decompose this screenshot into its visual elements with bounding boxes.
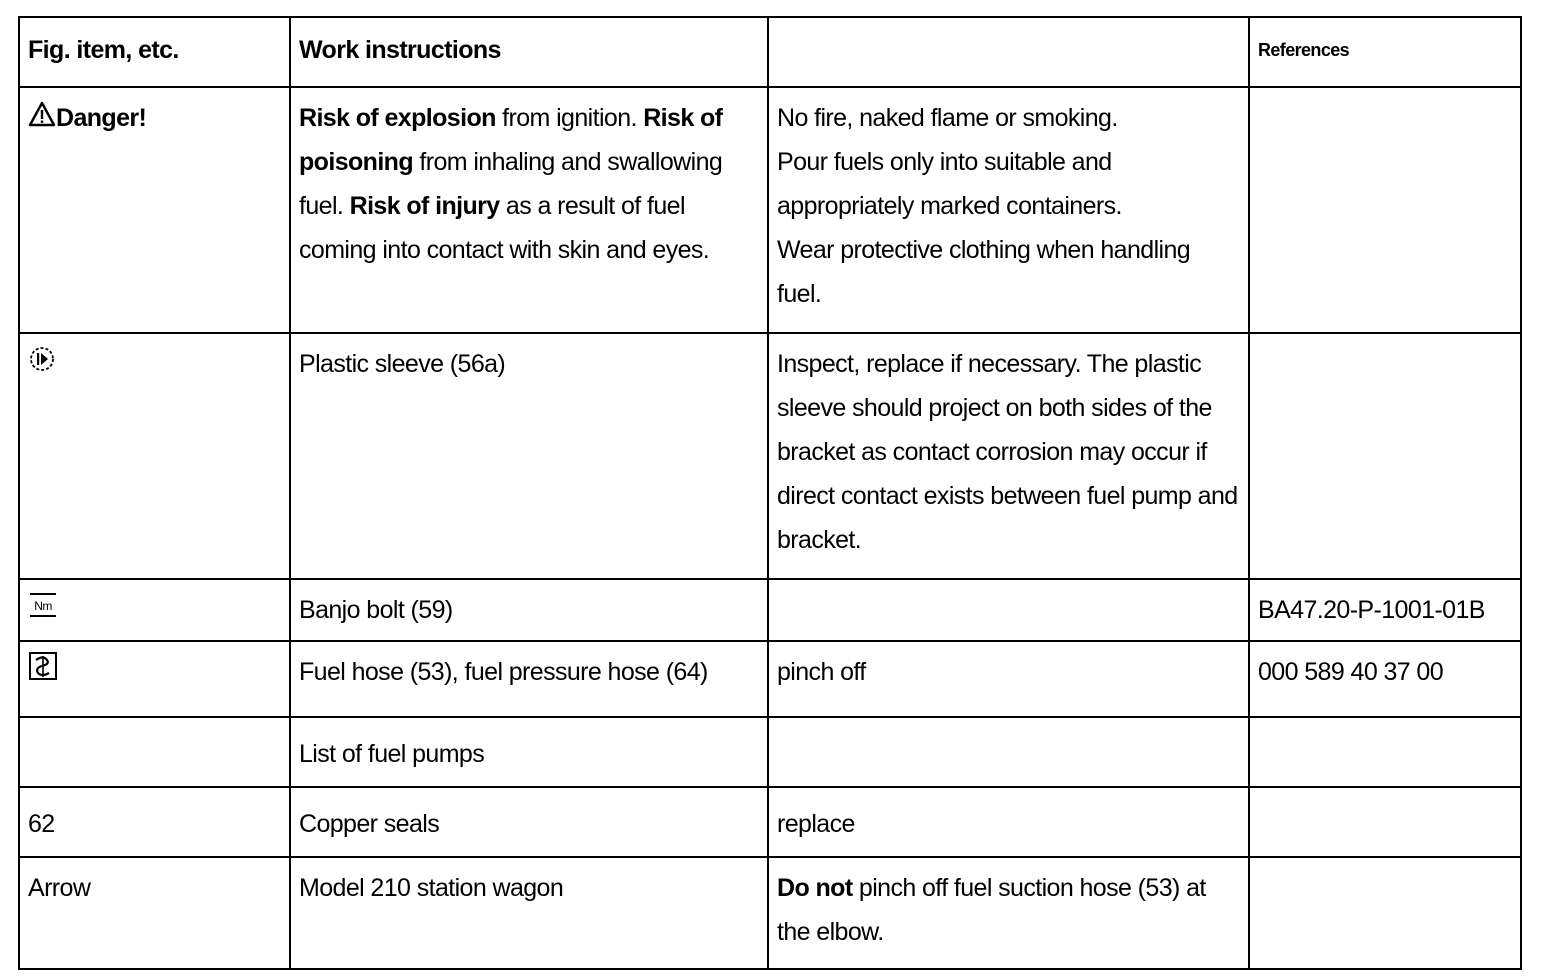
table-row	[19, 579, 1521, 641]
hose-notes-cell: pinch off	[768, 641, 1249, 717]
header-work-instructions: Work instructions	[290, 17, 768, 87]
work-instructions-table	[18, 16, 1522, 970]
arrow-notes-cell	[768, 857, 1249, 969]
torque-nm-icon	[28, 589, 58, 633]
risk-explosion-text: from ignition.	[495, 104, 644, 132]
seals-fig-cell: 62	[19, 787, 290, 857]
list-work-cell: List of fuel pumps	[290, 717, 768, 787]
banjo-work-cell: Banjo bolt (59)	[290, 579, 768, 641]
table-row	[19, 333, 1521, 579]
table-row	[19, 641, 1521, 717]
list-ref-cell	[1249, 717, 1521, 787]
sleeve-fig-cell	[19, 333, 290, 579]
risk-injury-bold: Risk of injury	[349, 192, 500, 220]
list-fig-cell	[19, 717, 290, 787]
hose-ref-cell: 000 589 40 37 00	[1249, 641, 1521, 717]
banjo-notes-cell	[768, 579, 1249, 641]
risk-injury-text: as a result of fuel coming into contact with skin and eyes.	[299, 192, 710, 264]
danger-notes-cell	[768, 87, 1249, 333]
danger-note: Wear protective clothing when handling fuel.	[777, 236, 1191, 308]
list-notes-cell	[768, 717, 1249, 787]
seals-notes-cell: replace	[768, 787, 1249, 857]
sleeve-ref-cell	[1249, 333, 1521, 579]
table-row	[19, 787, 1521, 857]
inspect-icon	[28, 343, 56, 387]
torque-nm-label: Nm	[34, 599, 52, 614]
do-not-bold: Do not	[777, 874, 853, 902]
seals-work-cell: Copper seals	[290, 787, 768, 857]
danger-fig-cell	[19, 87, 290, 333]
header-fig-item: Fig. item, etc.	[19, 17, 290, 87]
special-tool-icon	[28, 651, 58, 695]
table-row	[19, 857, 1521, 969]
arrow-ref-cell	[1249, 857, 1521, 969]
danger-note: No fire, naked flame or smoking.	[777, 104, 1118, 132]
banjo-fig-cell	[19, 579, 290, 641]
arrow-fig-cell: Arrow	[19, 857, 290, 969]
table-row	[19, 717, 1521, 787]
warning-triangle-icon	[28, 97, 56, 141]
hose-fig-cell	[19, 641, 290, 717]
risk-poisoning-text: from inhaling and swallowing fuel.	[299, 148, 723, 220]
arrow-work-cell: Model 210 station wagon	[290, 857, 768, 969]
risk-poisoning-bold: Risk of poisoning	[299, 104, 723, 176]
sleeve-notes-cell: Inspect, replace if necessary. The plastic sleeve should project on both sides of the bracket as contact corrosion may occur if direct contact exists between fuel pump and bracket.	[768, 333, 1249, 579]
banjo-ref-cell: BA47.20-P-1001-01B	[1249, 579, 1521, 641]
seals-ref-cell	[1249, 787, 1521, 857]
danger-work-cell	[290, 87, 768, 333]
danger-label: Danger!	[56, 104, 147, 132]
sleeve-work-cell: Plastic sleeve (56a)	[290, 333, 768, 579]
hose-work-cell: Fuel hose (53), fuel pressure hose (64)	[290, 641, 768, 717]
danger-ref-cell	[1249, 87, 1521, 333]
arrow-notes-text: pinch off fuel suction hose (53) at the elbow.	[777, 874, 1206, 946]
header-references: References	[1249, 17, 1521, 87]
risk-explosion-bold: Risk of explosion	[299, 104, 496, 132]
table-header-row	[19, 17, 1521, 87]
table-row	[19, 87, 1521, 333]
header-blank	[768, 17, 1249, 87]
danger-note: Pour fuels only into suitable and appropriately marked containers.	[777, 148, 1122, 220]
